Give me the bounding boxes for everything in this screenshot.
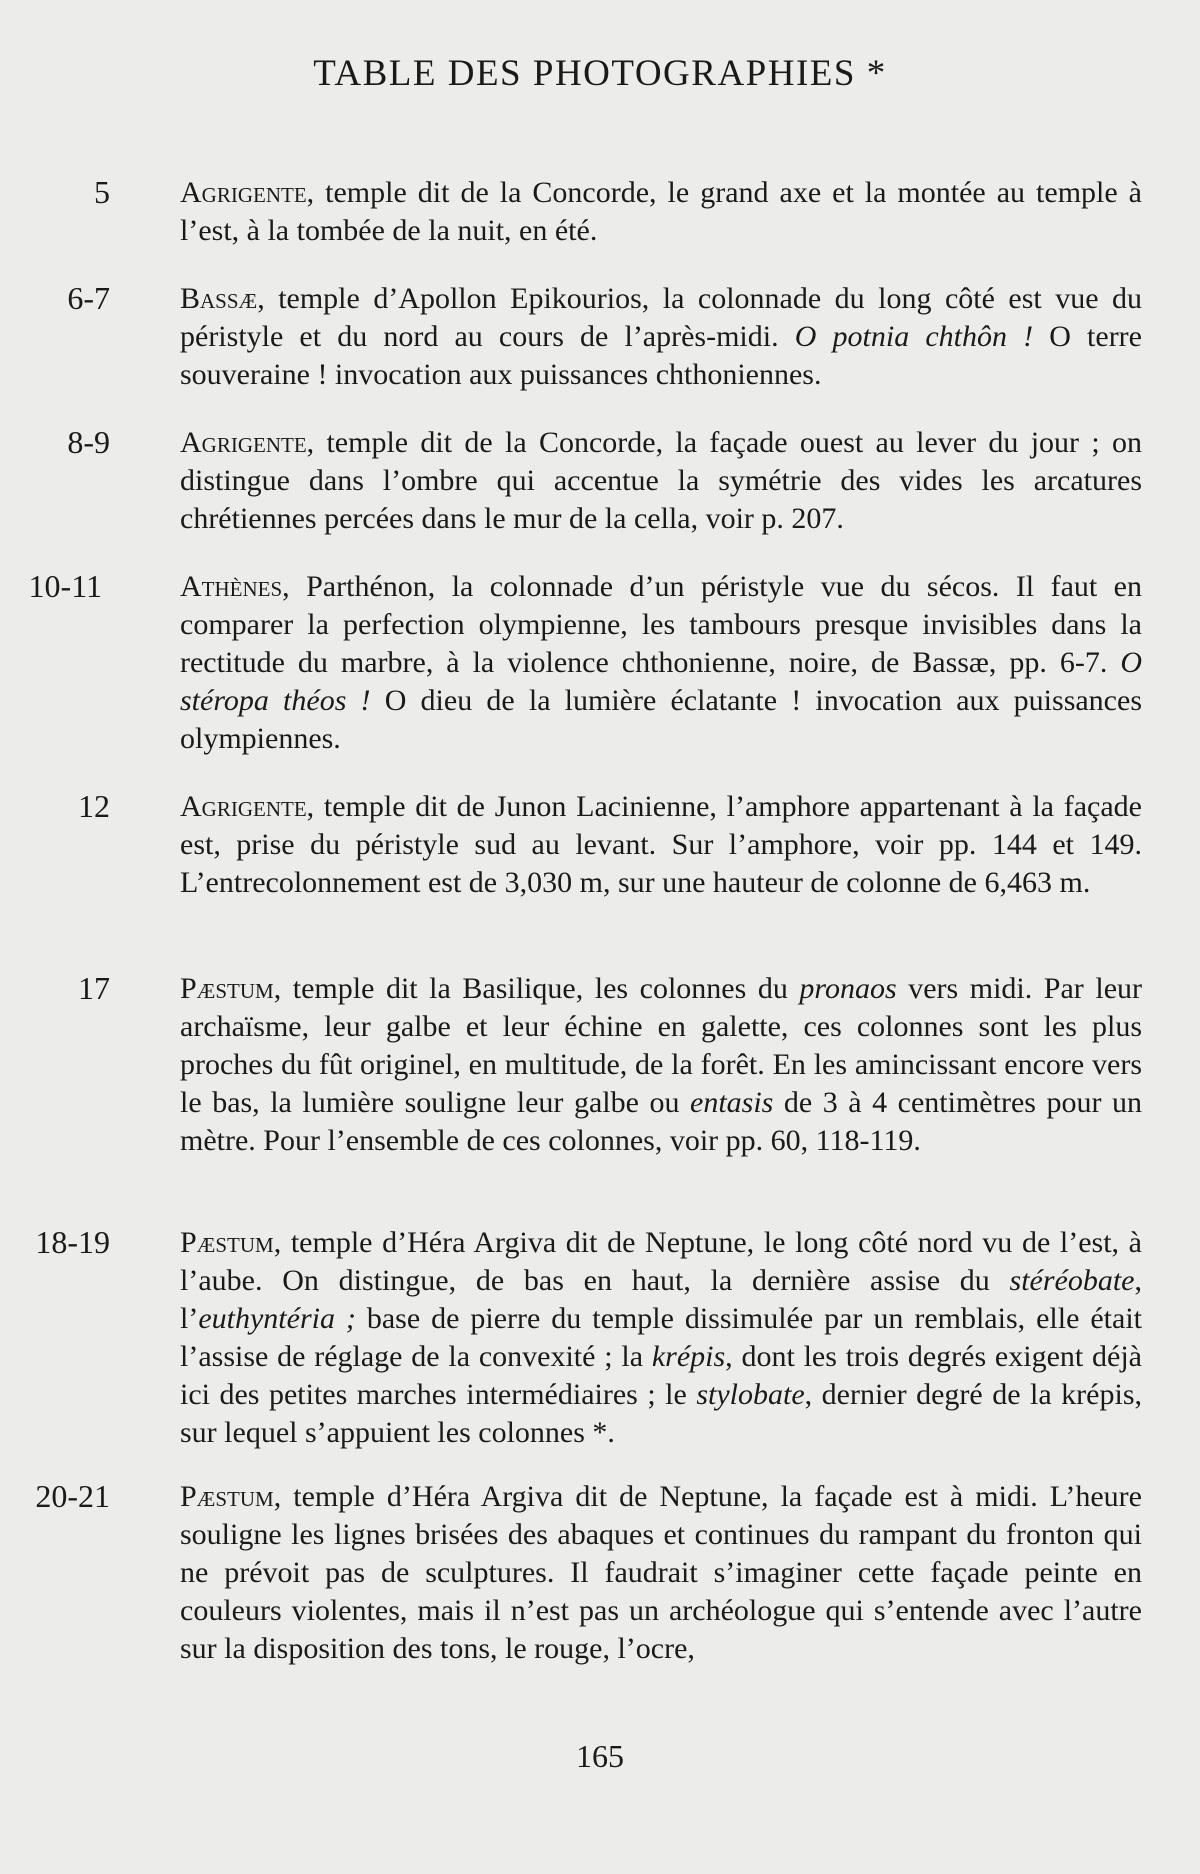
caption-text: base de pierre du temple dissimulée par un remblais, elle était l’assise de réglage de la convexité ; la [180, 1302, 1142, 1373]
place-name: Pæstum [180, 1226, 274, 1259]
caption-text: O terre souveraine ! invocation aux puissances chthoniennes. [180, 320, 1142, 391]
caption-text: , temple dit de la Concorde, le grand axe et la montée au temple à l’est, à la tombée de la nuit, en été. [180, 176, 1142, 247]
place-name: Agrigente [180, 176, 307, 209]
page-title: TABLE DES PHOTOGRAPHIES * [313, 53, 887, 94]
place-name: Agrigente [180, 790, 307, 823]
caption [180, 568, 1142, 758]
caption [180, 1224, 1142, 1452]
caption-text: , dont les trois degrés exigent déjà ici des petites marches intermédiaires ; le [180, 1340, 1142, 1411]
plate-number: 20-21 [35, 1478, 110, 1514]
place-name: Bassæ [180, 282, 258, 315]
caption-text: , temple d’Héra Argiva dit de Neptune, la façade est à midi. L’heure souligne les lignes brisées des abaques et continues du rampant du fronton qui ne prévoit pas de sculptures. Il faudrait s’imaginer cette façade peinte en couleurs violentes, mais il n’est pas un archéologue qui s’entende avec l’autre sur la disposition des tons, le rouge, l’ocre, [180, 1480, 1142, 1665]
caption-text: , Parthénon, la colonnade d’un péristyle vue du sécos. Il faut en comparer la perfection olympienne, les tambours presque invisibles dans la rectitude du marbre, à la violence chthonienne, noire, de Bassæ, pp. 6-7. [180, 570, 1142, 679]
plate-number: 12 [78, 788, 110, 824]
plate-number: 18-19 [35, 1224, 110, 1260]
caption-text: vers midi. Par leur archaïsme, leur galbe et leur échine en galette, ces colonnes sont les plus proches du fût originel, en multitude, de la forêt. En les amincissant encore vers le bas, la lumière souligne leur galbe ou [180, 972, 1142, 1119]
plate-number: 5 [94, 174, 110, 210]
caption-text: , temple d’Héra Argiva dit de Neptune, le long côté nord vu de l’est, à l’aube. On distingue, de bas en haut, la dernière assise du [180, 1226, 1142, 1297]
place-name: Athènes [180, 570, 283, 603]
caption [180, 280, 1142, 394]
caption-italic: stylobate [696, 1378, 805, 1411]
plate-number: 17 [78, 970, 110, 1006]
caption [180, 788, 1142, 902]
caption-italic: euthyntéria ; [198, 1302, 356, 1335]
place-name: Pæstum [180, 1480, 274, 1513]
caption-text: , temple dit de la Concorde, la façade ouest au lever du jour ; on distingue dans l’ombre qui accentue la symétrie des vides les arcatures chrétiennes percées dans le mur de la cella, voir p. 207. [180, 426, 1142, 535]
caption-text: , temple d’Apollon Epikourios, la colonnade du long côté est vue du péristyle et du nord au cours de l’après-midi. [180, 282, 1142, 353]
caption [180, 424, 1142, 538]
caption-text: de 3 à 4 centimètres pour un mètre. Pour l’ensemble de ces colonnes, voir pp. 60, 118-119. [180, 1086, 1143, 1157]
caption-italic: O potnia chthôn ! [794, 320, 1034, 353]
caption-text: , dernier degré de la krépis, sur lequel s’appuient les colonnes *. [180, 1378, 1142, 1449]
caption-italic: pronaos [799, 972, 897, 1005]
plate-number: 8-9 [67, 424, 110, 460]
page-number: 165 [576, 1738, 624, 1774]
caption [180, 1478, 1142, 1668]
caption-italic: stéréobate [1009, 1264, 1135, 1297]
caption-text: O dieu de la lumière éclatante ! invocation aux puissances olympiennes. [180, 684, 1142, 755]
caption [180, 970, 1142, 1160]
caption-italic: O stéropa théos ! [180, 646, 1142, 717]
caption-italic: entasis [690, 1086, 774, 1119]
caption-text: , temple dit la Basilique, les colonnes du [273, 972, 800, 1005]
place-name: Pæstum [180, 972, 274, 1005]
plate-number: 6-7 [67, 280, 110, 316]
plate-number: 10-11 [28, 568, 102, 604]
caption-italic: krépis [651, 1340, 726, 1373]
place-name: Agrigente [180, 426, 307, 459]
caption-text: , l’ [180, 1264, 1142, 1335]
caption [180, 174, 1142, 250]
caption-text: , temple dit de Junon Lacinienne, l’amphore appartenant à la façade est, prise du péristyle sud au levant. Sur l’amphore, voir pp. 144 et 149. L’entrecolonnement est de 3,030 m, sur une hauteur de colonne de 6,463 m. [180, 790, 1142, 899]
